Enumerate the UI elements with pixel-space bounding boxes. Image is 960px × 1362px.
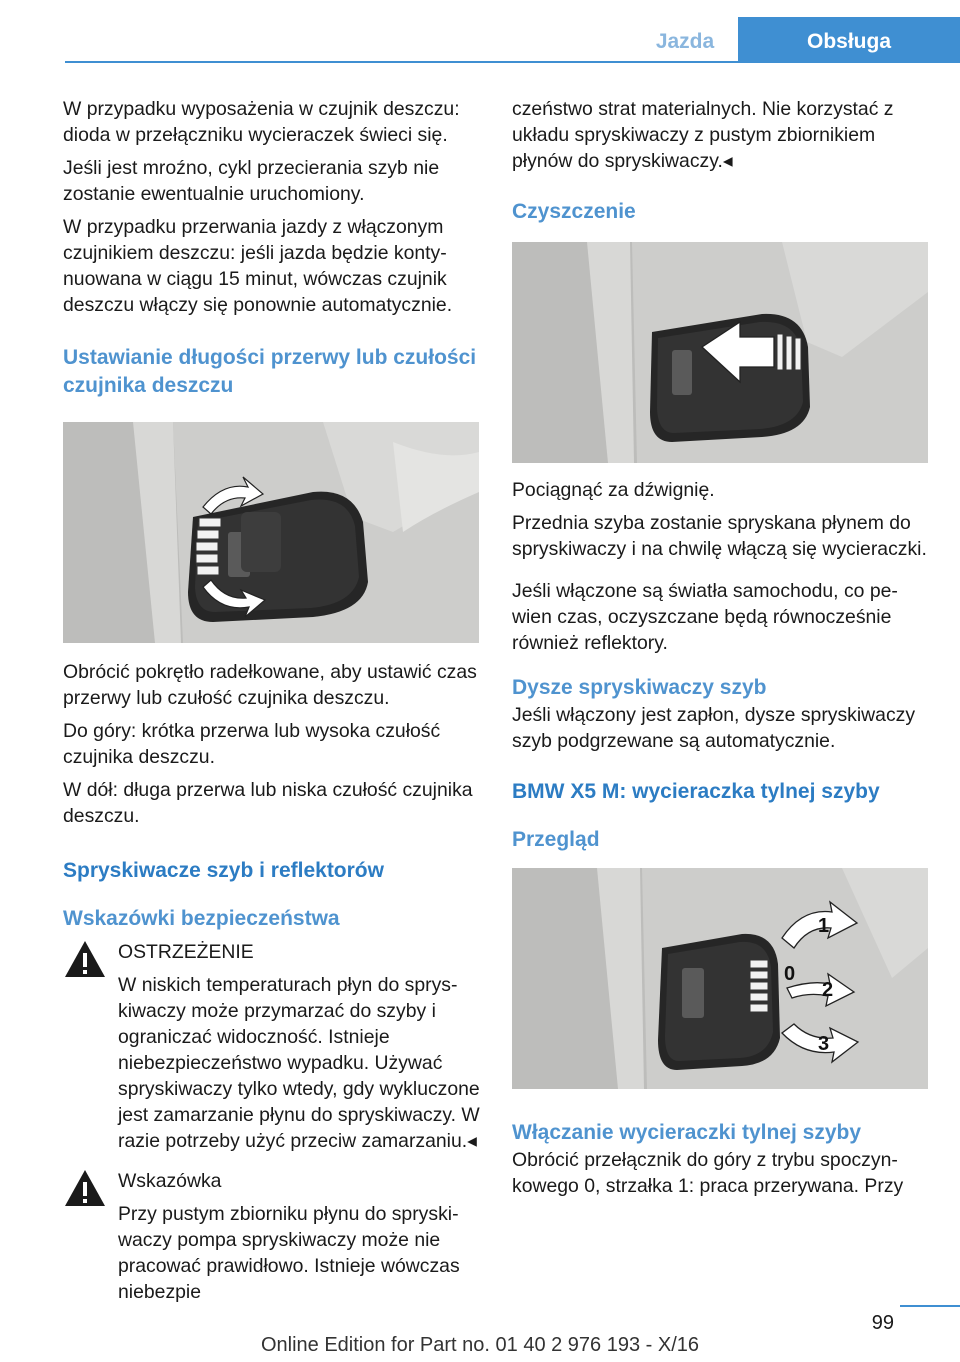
paragraph-frost: Jeśli jest mroźno, cykl przecierania szyb nie zostanie ewentualnie uruchomiony. — [63, 157, 440, 205]
figure-knurled-wheel — [63, 422, 479, 643]
footer-rule — [900, 1305, 960, 1307]
warning-triangle-icon — [63, 939, 107, 979]
warning-block — [63, 939, 481, 1154]
paragraph-spray: Przednia szyba zostanie spryskana płynem do spryskiwaczy i na chwilę włączą się wycieraczki. — [512, 512, 927, 560]
heading-rear-wiper-on: Włączanie wycieraczki tylnej szyby — [512, 1121, 862, 1144]
heading-rear-wiper: BMW X5 M: wycieraczka tylnej szyby — [512, 780, 880, 803]
paragraph-rear-wiper-on: Obrócić przełącznik do góry z trybu spoczynkowego 0, strzałka 1: praca przerywana. Przy — [512, 1149, 904, 1197]
heading-safety: Wskazówki bezpieczeństwa — [63, 907, 340, 930]
footer-edition: Online Edition for Part no. 01 40 2 976 193 - X/16 — [260, 1334, 700, 1356]
tab-obsluga[interactable]: Obsługa — [738, 17, 960, 61]
label-2: 2 — [822, 979, 834, 1001]
left-column — [63, 96, 481, 1312]
figure-rear-wiper-switch — [512, 868, 928, 1089]
paragraph-rain-sensor-led: W przypadku wyposażenia w czujnik deszczu: dioda w przełączniku wycieraczek świeci się. — [63, 98, 460, 146]
heading-nozzles: Dysze spryskiwaczy szyb — [512, 676, 767, 699]
warning-body: W niskich temperaturach płyn do spryskiwaczy może przymarzać do szyby i ograniczać widoczność. Istnieje niebezpieczeństwo wypadku. Używać spryskiwaczy tylko wtedy, gdy wykluczone jest zamarzanie płynu do spryskiwaczy. W razie potrzeby użyć przeciw zamarzaniu.◂ — [118, 974, 480, 1152]
pull-lever-illustration — [512, 242, 928, 463]
paragraph-rotate-wheel: Obrócić pokrętło radełkowane, aby ustawić czas przerwy lub czułość czujnika deszczu. — [63, 661, 477, 709]
heading-interval-setting: Ustawianie długości przerwy lub czułości czujnika deszczu — [63, 346, 477, 397]
warning-text — [63, 972, 481, 1154]
right-column — [512, 96, 930, 1206]
heading-overview: Przegląd — [512, 828, 600, 851]
warning-title: OSTRZEŻENIE — [118, 941, 254, 963]
note-text: Przy pustym zbiorniku płynu do spryskiwaczy pompa spryskiwaczy może nie pracować prawidłowo. Istnieje wówczas niebezpie — [118, 1203, 460, 1303]
heading-washers: Spryskiwacze szyb i reflektorów — [63, 859, 384, 882]
knurled-wheel-illustration — [63, 422, 479, 643]
figure-pull-lever — [512, 242, 928, 463]
paragraph-up: Do góry: krótka przerwa lub wysoka czułość czujnika deszczu. — [63, 720, 441, 768]
paragraph-nozzles: Jeśli włączony jest zapłon, dysze spryskiwaczy szyb podgrzewane są automatycznie. — [512, 704, 916, 752]
header-rule — [65, 61, 960, 63]
paragraph-down: W dół: długa przerwa lub niska czułość czujnika deszczu. — [63, 779, 473, 827]
rear-wiper-switch-illustration — [512, 868, 928, 1089]
paragraph-interrupted-drive: W przypadku przerwania jazdy z włączonym czujnikiem deszczu: jeśli jazda będzie kontynuowana w ciągu 15 minut, wówczas czujnik deszczu włączy się ponownie automatycznie. — [63, 216, 453, 316]
heading-cleaning: Czyszczenie — [512, 200, 636, 223]
label-3: 3 — [818, 1033, 830, 1055]
label-0: 0 — [784, 963, 796, 985]
tab-jazda[interactable]: Jazda — [655, 30, 715, 53]
warning-triangle-icon — [63, 1168, 107, 1208]
paragraph-lights: Jeśli włączone są światła samochodu, co pewien czas, oczyszczane będą równocześnie również reflektory. — [512, 580, 898, 654]
note-block — [63, 1168, 481, 1305]
note-title: Wskazówka — [118, 1170, 222, 1192]
paragraph-continuation: czeństwo strat materialnych. Nie korzystać z układu spryskiwaczy z pustym zbiornikiem płynów do spryskiwaczy.◂ — [512, 98, 894, 172]
label-1: 1 — [818, 915, 830, 937]
page-number: 99 — [871, 1312, 894, 1334]
paragraph-pull: Pociągnąć za dźwignię. — [512, 479, 715, 501]
